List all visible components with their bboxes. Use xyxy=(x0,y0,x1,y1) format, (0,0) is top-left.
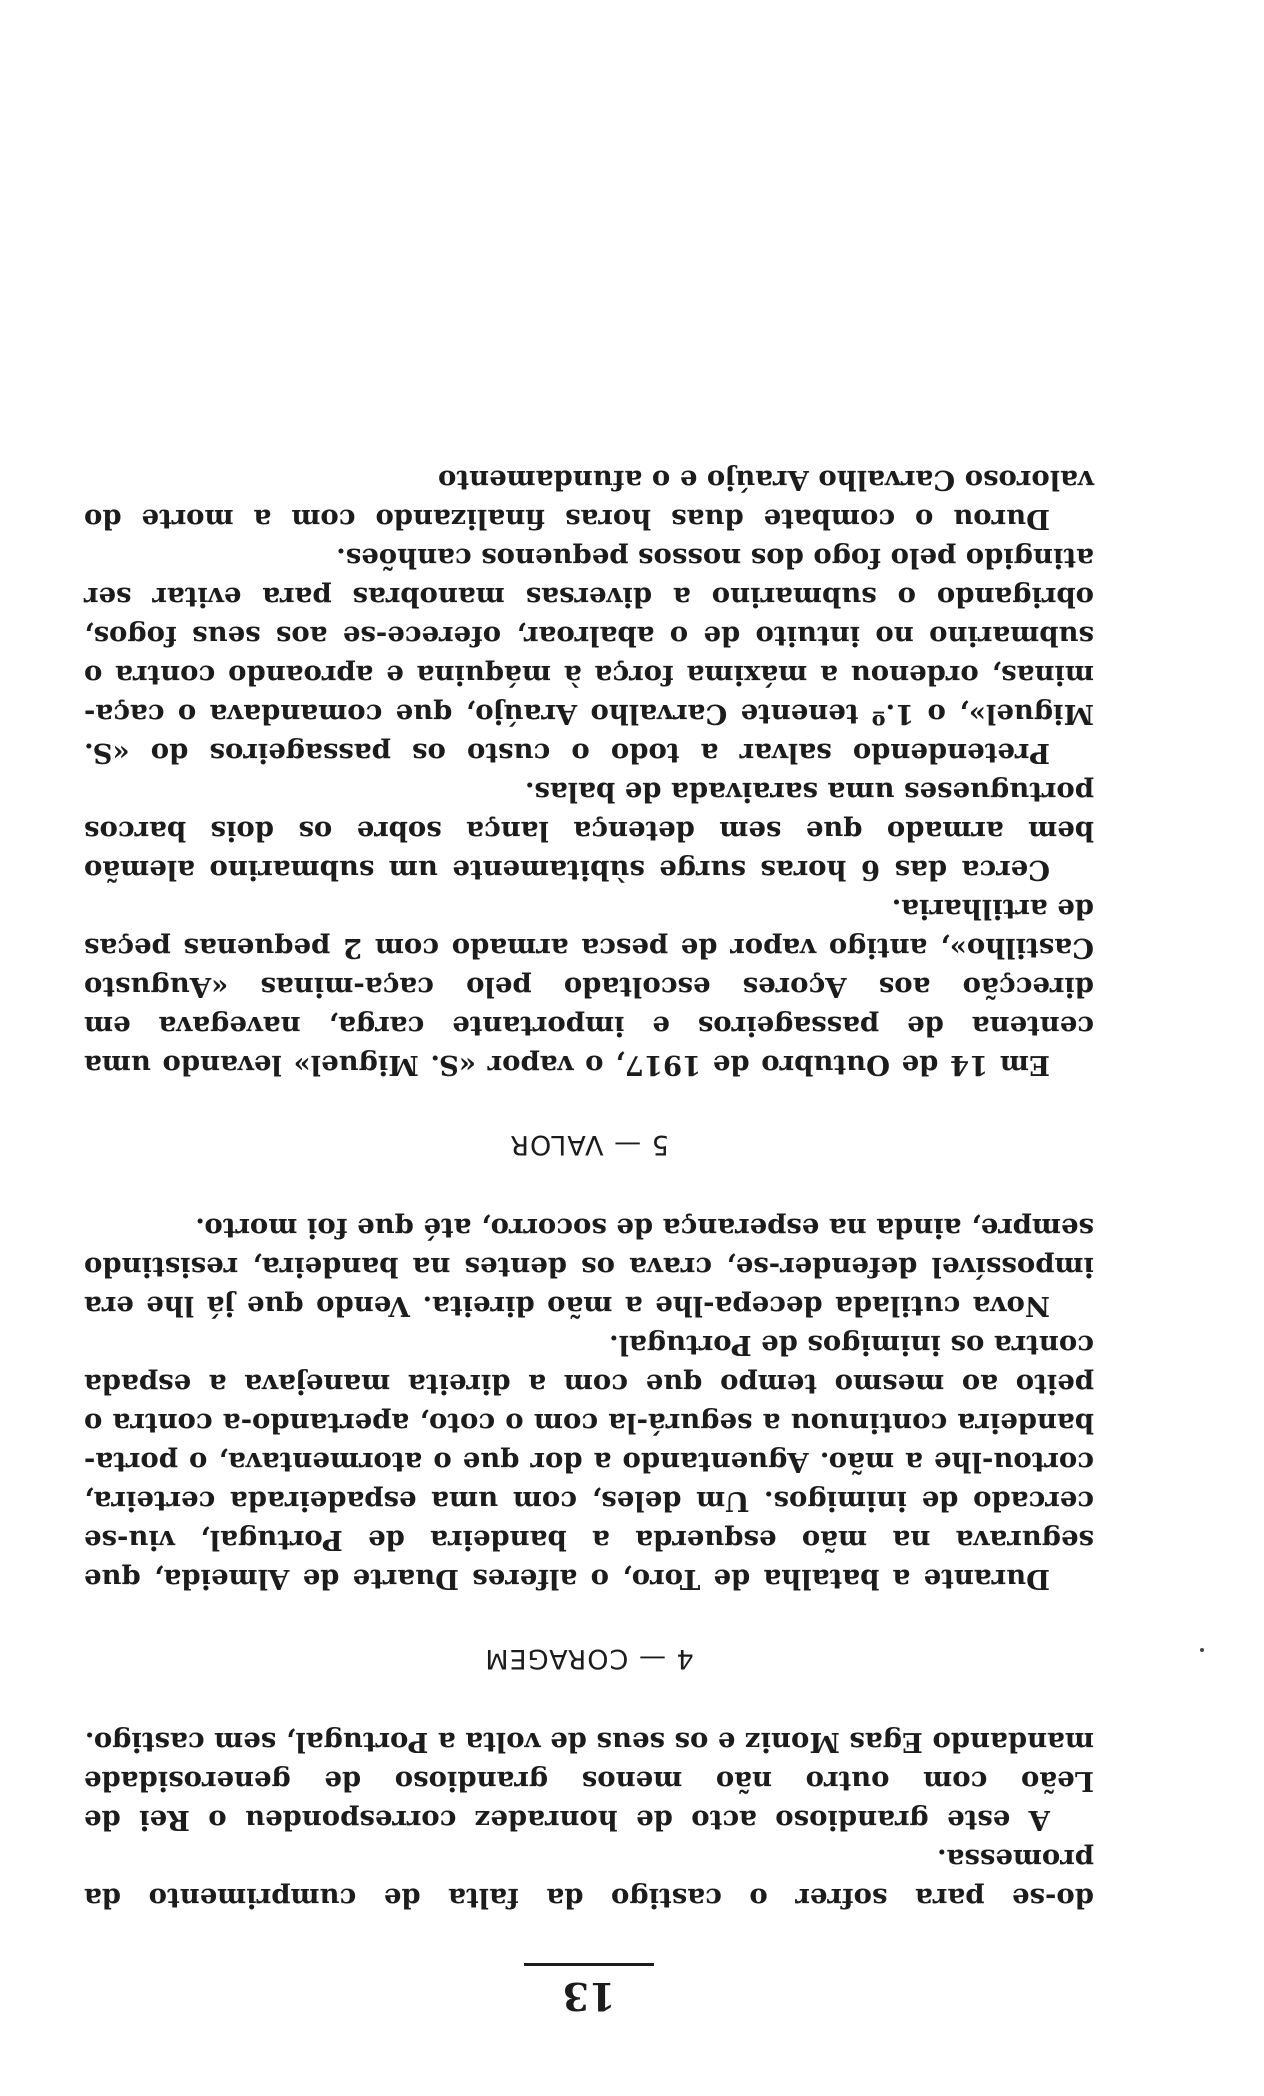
header-rule xyxy=(524,1963,654,1966)
page-number: 13 xyxy=(562,1974,616,2019)
valor-paragraph-4: Durou o combate duas horas finalizando com a morte do valoroso Carvalho Araújo e o afundamento xyxy=(84,464,1094,535)
valor-paragraph-1: Em 14 de Outubro de 1917, o vapor «S. Miguel» levando uma centena de passageiros e importante carga, navegava em direcção aos Açores escoltado pelo caça-minas «Augusto Castilho», antigo vapor de pesca armado com 2 pequenas peças de artilharia. xyxy=(84,893,1094,1081)
valor-paragraph-2: Cerca das 6 horas surge sùbitamente um submarino alemão bem armado que sem detença lança sobre os dois barcos portugueses uma saraivada de balas. xyxy=(84,776,1094,886)
ink-speck xyxy=(1200,1648,1204,1652)
page-content xyxy=(84,460,1094,2018)
coragem-paragraph-2: Nova cutilada decepa-lhe a mão direita. Vendo que já lhe era impossível defender-se, crava os dentes na bandeira, resistindo sempre, ainda na esperança de socorro, até que foi morto. xyxy=(84,1212,1094,1322)
section-heading-coragem: 4 — CORAGEM xyxy=(484,1643,694,1674)
intro-paragraph-1: do-se para sofrer o castigo da falta de cumprimento da promessa. xyxy=(84,1843,1094,1914)
valor-paragraph-3: Pretendendo salvar a todo o custo os passageiros do «S. Miguel», o 1.º tenente Carvalho Araújo, que comandava o caça-minas, ordenou a máxima força à máquina e aproando contra o submarino no intuito de o abalroar, oferece-se aos seus fogos, obrigando o submarino a diversas manobras para evitar ser atingido pelo fogo dos nossos pequenos canhões. xyxy=(84,542,1094,769)
intro-paragraph-2: A este grandioso acto de honradez correspondeu o Rei de Leão com outro não menos grandioso de generosidade mandando Egas Moniz e os seus de volta a Portugal, sem castigo. xyxy=(84,1726,1094,1836)
coragem-paragraph-1: Durante a batalha de Toro, o alferes Duarte de Almeida, que segurava na mão esquerda a bandeira de Portugal, viu-se cercado de inimigos. Um deles, com uma espadeirada certeira, cortou-lhe a mão. Aguentando a dor que o atormentava, o porta-bandeira continuou a segurá-la com o coto, apertando-a contra o peito ao mesmo tempo que com a direita manejava a espada contra os inimigos de Portugal. xyxy=(84,1329,1094,1595)
section-heading-valor: 5 — VALOR xyxy=(509,1129,669,1160)
